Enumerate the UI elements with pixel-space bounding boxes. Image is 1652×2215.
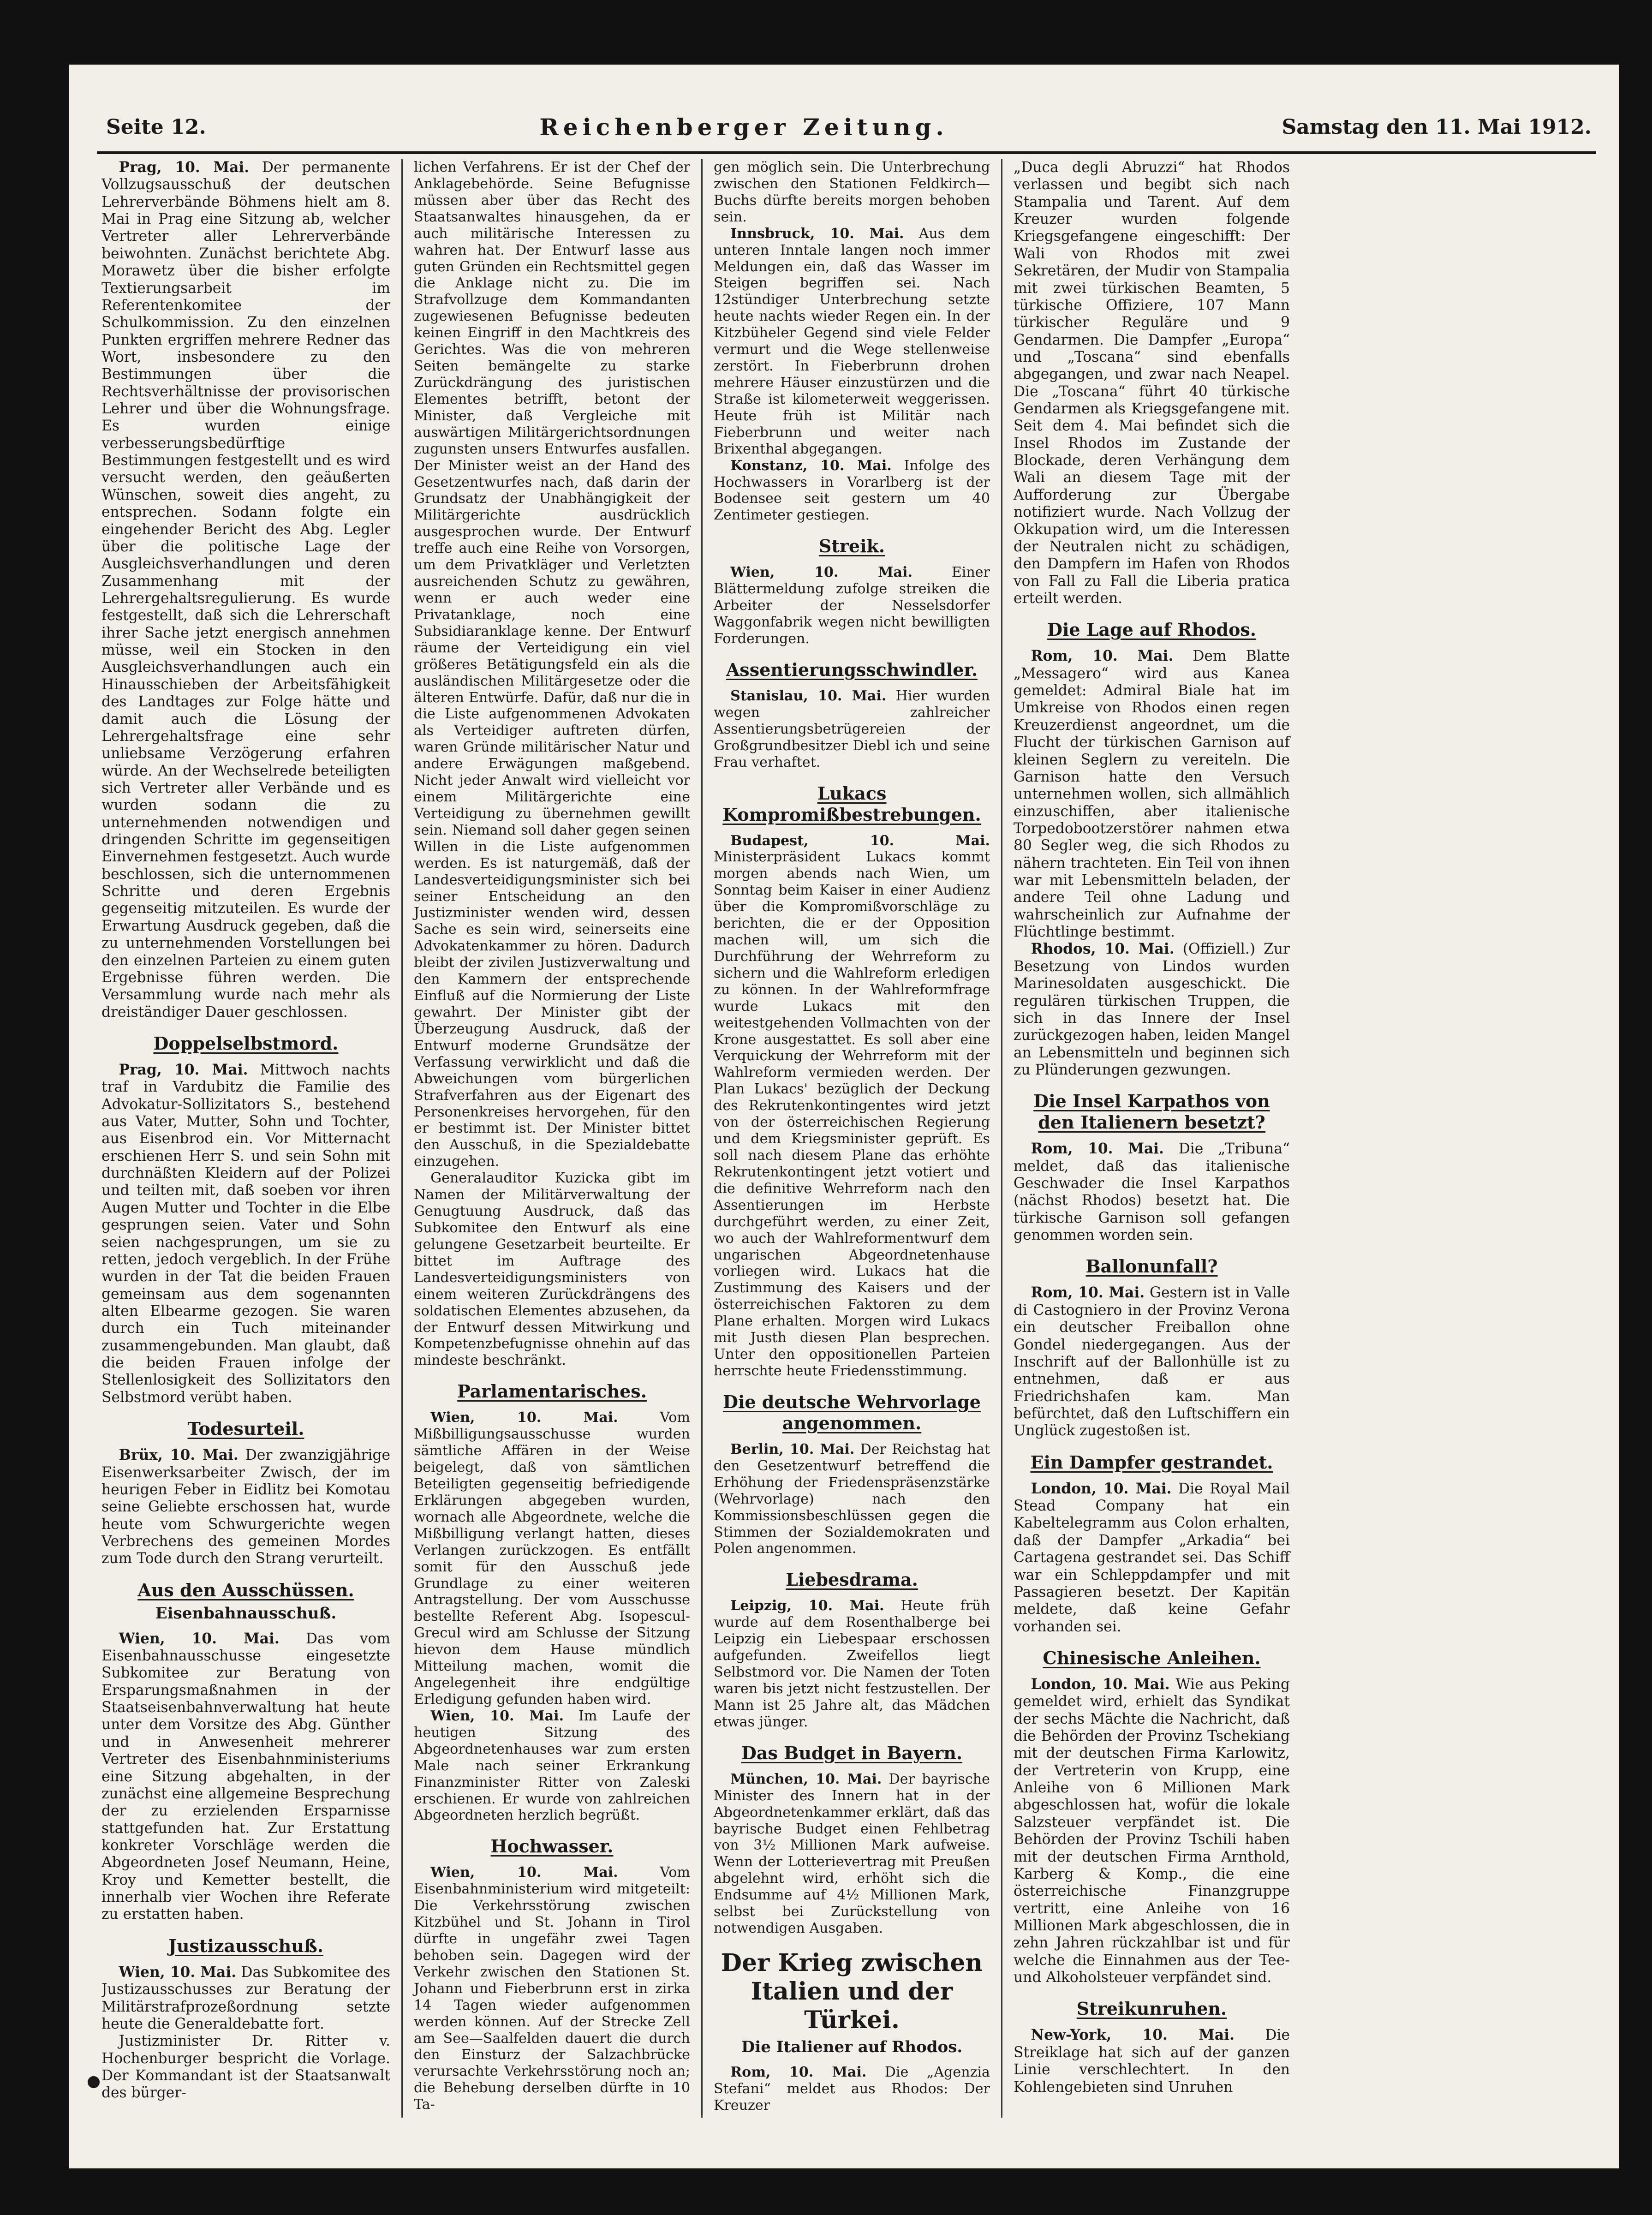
dateline: Rhodos, 10. Mai. [1031, 941, 1175, 958]
paragraph-text: Vom Mißbilligungsausschusse wurden sämtliche Affären in der Weise beigelegt, daß von sämtlichen Beteiligten gegenseitig befriedigende Erklärungen abgegeben wurden, wornach alle Abgeordnete, welche die Mißbilligung verlangt hatten, dieses Verlangen zurückzogen. Es entfällt somit für den Ausschuß jede Grundlage zu einer weiteren Antragstellung. Der vom Ausschusse bestellte Referent Abg. Isopescul-Grecul wird am Schlusse der Sitzung hievon dem Hause mündlich Mitteilung machen, womit die Angelegenheit ihre endgültige Erledigung gefunden haben wird. [414, 1409, 690, 1708]
article-paragraph [1014, 1481, 1290, 1636]
paragraph-text: Die „Tribuna“ meldet, daß das italienische Geschwader die Insel Karpathos (nächst Rhodos) besetzt hat. Die türkische Garnison soll gefangen genommen worden sein. [1014, 1140, 1290, 1244]
section-header [1014, 1256, 1290, 1277]
major-headline [714, 1949, 990, 2057]
article-paragraph [714, 564, 990, 647]
section-header [414, 1381, 690, 1402]
article-paragraph [714, 226, 990, 458]
article-paragraph [101, 1062, 390, 1406]
section-header [714, 536, 990, 557]
article-paragraph [1014, 2027, 1290, 2096]
major-headline-title [714, 1949, 990, 2035]
article-paragraph [414, 159, 690, 1170]
section-heading: Ballonunfall? [1085, 1256, 1218, 1277]
section-heading: Die deutsche Wehrvorlage angenommen. [723, 1391, 981, 1433]
article-paragraph [714, 1771, 990, 1937]
newspaper-title: Reichenberger Zeitung. [539, 113, 948, 141]
dateline: London, 10. Mai. [1031, 1480, 1172, 1497]
article-paragraph [1014, 1676, 1290, 1986]
header-rule [97, 151, 1596, 154]
page-number: Seite 12. [106, 115, 206, 139]
article-paragraph [714, 2064, 990, 2114]
section-header [714, 783, 990, 825]
section-header [1014, 1998, 1290, 2019]
paragraph-text: „Duca degli Abruzzi“ hat Rhodos verlassen und begibt sich nach Stampalia und Tarent. Auf dem Kreuzer wurden folgende Kriegsgefangene eingeschifft: Der Wali von Rhodos mit zwei Sekretären, der Mudir von Stampalia mit zwei türkischen Beamten, 5 türkische Offiziere, 107 Mann türkischer Reguläre und 9 Gendarmen. Die Dampfer „Europa“ und „Toscana“ sind ebenfalls abgegangen, und zwar nach Neapel. Die „Toscana“ führt 40 türkische Gendarmen als Kriegsgefangene mit. Seit dem 4. Mai befindet sich die Insel Rhodos im Zustande der Blockade, deren Verhängung dem Wali an diesem Tage mit der Aufforderung zur Übergabe notifiziert wurde. Nach Vollzug der Okkupation wird, um die Interessen der Neutralen nicht zu schädigen, den Dampfern im Hafen von Rhodos von Fall zu Fall die Liberia pratica erteilt werden. [1014, 159, 1290, 607]
issue-date: Samstag den 11. Mai 1912. [1282, 115, 1592, 139]
section-heading: Doppelselbstmord. [153, 1033, 339, 1054]
article-columns [101, 159, 1601, 2118]
paragraph-text: Generalauditor Kuzicka gibt im Namen der Militärverwaltung der Genugtuung Ausdruck, daß das Subkomitee den Entwurf als eine gelungene Gesetzarbeit beurteilte. Er bittet im Auftrage des Landesverteidigungsministers von einem weiteren Zurückdrängens des soldatischen Elementes abzusehen, da der Entwurf dessen Mitwirkung und Kompetenzbefugnisse ohnehin auf das mindeste beschränkt. [414, 1170, 690, 1369]
paragraph-text: Einer Blättermeldung zufolge streiken die Arbeiter der Nesselsdorfer Waggonfabrik wegen nicht bewilligten Forderungen. [714, 564, 990, 647]
section-heading: Parlamentarisches. [457, 1381, 647, 1402]
section-heading: Die Lage auf Rhodos. [1047, 619, 1257, 640]
article-paragraph [1014, 1284, 1290, 1439]
paragraph-text: lichen Verfahrens. Er ist der Chef der Anklagebehörde. Seine Befugnisse müssen aber über das Recht des Staatsanwaltes hinausgehen, da er auch militärische Interessen zu wahren hat. Der Entwurf lasse aus guten Gründen ein Rechtsmittel gegen die Anklage nicht zu. Die im Strafvollzuge dem Kommandanten zugewiesenen Befugnisse bedeuten keinen Eingriff in den Machtkreis des Gerichtes. Was die von mehreren Seiten bemängelte zu starke Zurückdrängung des juristischen Elementes betrifft, betont der Minister, daß Vergleiche mit auswärtigen Militärgerichtsordnungen zugunsten unsers Entwurfes ausfallen. Der Minister weist an der Hand des Gesetzentwurfes nach, daß darin der Grundsatz der Unabhängigkeit der Militärgerichte ausdrücklich ausgesprochen wurde. Der Entwurf treffe auch eine Reihe von Vorsorgen, um dem Privatkläger und Verletzten ausreichenden Schutz zu gewähren, wenn er auch weder eine Privatanklage, noch eine Subsidiaranklage kenne. Der Entwurf räume der Verteidigung ein viel größeres Betätigungsfeld ein als die ausländischen Militärgesetze oder die älteren Entwürfe. Dafür, daß nur die in die Liste aufgenommenen Advokaten als Verteidiger auftreten dürfen, waren Gründe militärischer Natur und andere Erwägungen maßgebend. Nicht jeder Anwalt wird vielleicht vor einem Militärgerichte eine Verteidigung zu übernehmen gewillt sein. Niemand soll daher gegen seinen Willen in die Liste aufgenommen werden. Es ist naturgemäß, daß der Landesverteidigungsminister sich bei seiner Entscheidung an den Justizminister wenden wird, dessen Sache es sein wird, seinerseits eine Advokatenkammer zu hören. Dadurch bleibt der zivilen Justizverwaltung und den Kammern der entsprechende Einfluß auf die Normierung der Liste gewahrt. Der Minister gibt der Überzeugung Ausdruck, daß der Entwurf moderne Grundsätze der Verfassung verwirklicht und daß die Abweichungen vom bürgerlichen Strafverfahren aus der Eigenart des Personenkreises hervorgehen, für den er bestimmt ist. Der Minister bittet den Ausschuß, in die Spezialdebatte einzugehen. [414, 159, 690, 1170]
headline-line: Der Krieg zwischen [721, 1948, 983, 1977]
paragraph-text: Im Laufe der heutigen Sitzung des Abgeordnetenhauses war zum ersten Male nach seiner Erkrankung Finanzminister Ritter von Zaleski erschienen. Er wurde von zahlreichen Abgeordneten herzlich begrüßt. [414, 1708, 690, 1824]
section-heading: Ein Dampfer gestrandet. [1030, 1451, 1273, 1473]
article-paragraph [101, 1630, 390, 1923]
dateline: Innsbruck, 10. Mai. [730, 225, 904, 242]
paragraph-text: Mittwoch nachts traf in Vardubitz die Familie des Advokatur-Sollizitators S., bestehend aus Vater, Mutter, Sohn und Tochter, aus Eisenbrod ein. Vor Mitternacht erschienen Herr S. und sein Sohn mit durchnäßten Kleidern auf der Polizei und teilten mit, daß soeben vor ihren Augen Mutter und Tochter in die Elbe gesprungen seien. Vater und Sohn seien nachgesprungen, um sie zu retten, jedoch vergeblich. In der Frühe wurden in der Tat die beiden Frauen gemeinsam aus dem sogenannten alten Elbearme gezogen. Sie waren durch ein Tuch miteinander zusammengebunden. Man glaubt, daß die beiden Frauen infolge der Stellenlosigkeit des Sollizitators den Selbstmord verübt haben. [101, 1061, 390, 1406]
section-heading: Liebesdrama. [786, 1569, 918, 1590]
paragraph-text: Hier wurden wegen zahlreicher Assentierungsbetrügereien der Großgrundbesitzer Diebl ich und seine Frau verhaftet. [714, 687, 990, 770]
section-header [714, 1391, 990, 1434]
section-header [101, 1580, 390, 1623]
dateline: Berlin, 10. Mai. [730, 1441, 855, 1457]
column-4 [1001, 159, 1301, 2118]
dateline: Rom, 10. Mai. [730, 2064, 867, 2080]
paragraph-text: Ministerpräsident Lukacs kommt morgen abends nach Wien, um Sonntag beim Kaiser in einer Audienz über die Kompromißvorschläge zu berichten, die er der Opposition machen will, um sich die Durchführung der Wehrreform zu sichern und die Wahlreform erledigen zu können. In der Wahlreformfrage wurde Lukacs mit den weitestgehenden Vollmachten von der Krone ausgestattet. Es soll aber eine Verquickung der Wehrreform mit der Wahlreform vermieden werden. Der Plan Lukacs' bezüglich der Deckung des Rekrutenkontingentes wird jetzt von der österreichischen Regierung und dem Kriegsminister geprüft. Es soll nach diesem Plane das erhöhte Rekrutenkontingent jetzt votiert und die definitive Wehrreform nach den Assentierungen im Herbste durchgeführt werden, zu einer Zeit, wo auch der Wahlreformentwurf dem ungarischen Abgeordnetenhause vorliegen wird. Lukacs hat die Zustimmung des Kaisers und der österreichischen Faktoren zu dem Plane erhalten. Morgen wird Lukacs mit Justh diesen Plan besprechen. Unter den oppositionellen Parteien herrschte heute Friedensstimmung. [714, 849, 990, 1379]
paragraph-text: Aus dem unteren Inntale langen noch immer Meldungen ein, daß das Wasser im Steigen begriffen sei. Nach 12stündiger Unterbrechung setzte heute nachts wieder Regen ein. In der Kitzbüheler Gegend sind viele Felder vermurt und die Wege stellenweise zerstört. In Fieberbrunn drohen mehrere Häuser einzustürzen und die Straße ist kilometerweit weggerissen. Heute früh ist Militär nach Fieberbrunn und weiter nach Brixenthal abgegangen. [714, 225, 990, 457]
paragraph-text: Vom Eisenbahnministerium wird mitgeteilt: Die Verkehrsstörung zwischen Kitzbühel und St. Johann in Tirol dürfte in ungefähr zwei Tagen behoben sein. Dagegen wird der Verkehr zwischen den Stationen St. Johann und Fieberbrunn erst in zirka 14 Tagen wieder aufgenommen werden können. Auf der Strecke Zell am See—Saalfelden dauert die durch den Einsturz der Salzachbrücke verursachte Verkehrsstörung noch an; die Behebung derselben dürfte in 10 Ta- [414, 1864, 690, 2113]
paragraph-text: (Offiziell.) Zur Besetzung von Lindos wurden Marinesoldaten ausgeschickt. Die regulären türkischen Truppen, die sich in das Innere der Insel zurückgezogen haben, leiden Mangel an Lebensmitteln und beginnen sich zu Plünderungen gezwungen. [1014, 941, 1290, 1078]
section-header [414, 1836, 690, 1857]
article-paragraph [414, 1864, 690, 2113]
paragraph-text: Der Reichstag hat den Gesetzentwurf betreffend die Erhöhung der Friedenspräsenzstärke (Wehrvorlage) nach den Kommissionsbeschlüssen gegen die Stimmen der Sozialdemokraten und Polen angenommen. [714, 1441, 990, 1557]
dateline: Rom, 10. Mai. [1031, 648, 1174, 665]
dateline: Prag, 10. Mai. [119, 159, 250, 176]
article-paragraph [714, 159, 990, 226]
section-heading: Die Insel Karpathos von den Italienern besetzt? [1033, 1091, 1270, 1133]
dateline: Budapest, 10. Mai. [730, 832, 990, 849]
section-heading: Aus den Ausschüssen. [137, 1579, 354, 1600]
paragraph-text: Der bayrische Minister des Innern hat in der Abgeordnetenkammer erklärt, daß das bayrische Budget einen Fehlbetrag von 3½ Millionen Mark aufweise. Wenn der Lotterievertrag mit Preußen abgelehnt wird, erhöht sich die Endsumme auf 4½ Millionen Mark, selbst bei Zurückstellung von notwendigen Ausgaben. [714, 1771, 990, 1937]
paragraph-text: Das Subkomitee des Justizausschusses zur Beratung der Militärstrafprozeßordnung setzte heute die Generaldebatte fort. [101, 1964, 390, 2032]
article-paragraph [101, 159, 390, 1021]
section-header [101, 1418, 390, 1439]
section-heading: Das Budget in Bayern. [741, 1742, 963, 1763]
article-paragraph [714, 688, 990, 771]
section-header [1014, 1648, 1290, 1669]
paragraph-text: Infolge des Hochwassers in Vorarlberg ist der Bodensee seit gestern um 40 Zentimeter gestiegen. [714, 457, 990, 524]
article-paragraph [714, 833, 990, 1379]
section-heading: Todesurteil. [187, 1418, 304, 1439]
dateline: Wien, 10. Mai. [430, 1708, 564, 1724]
paragraph-text: Justizminister Dr. Ritter v. Hochenburger bespricht die Vorlage. Der Kommandant ist der Staatsanwalt des bürger- [101, 2033, 390, 2102]
column-3 [701, 159, 1001, 2118]
paragraph-text: Die „Agenzia Stefani“ meldet aus Rhodos: Der Kreuzer [714, 2064, 990, 2114]
section-header [1014, 1091, 1290, 1133]
paragraph-text: Gestern ist in Valle di Castogniero in der Provinz Verona ein deutscher Freiballon ohne Gondel niedergegangen. Aus der Inschrift auf der Ballonhülle ist zu entnehmen, daß er aus Friedrichshafen kam. Man befürchtet, daß den Luftschiffern ein Unglück zugestoßen ist. [1014, 1284, 1290, 1439]
dateline: Wien, 10. Mai. [119, 1964, 237, 1981]
article-paragraph [414, 1170, 690, 1369]
dateline: Rom, 10. Mai. [1031, 1284, 1145, 1302]
paragraph-text: gen möglich sein. Die Unterbrechung zwischen den Stationen Feldkirch—Buchs dürfte bereits morgen behoben sein. [714, 159, 990, 225]
paragraph-text: Dem Blatte „Messagero“ wird aus Kanea gemeldet: Admiral Biale hat im Umkreise von Rhodos einen regen Kreuzerdienst angeordnet, um die Flucht der türkischen Garnison auf kleinen Seglern zu vereiteln. Die Garnison hatte den Versuch unternehmen wollen, sich allmählich einzuschiffen, aber italienische Torpedobootzerstörer nahmen etwa 80 Segler weg, die sich Rhodos zu nähern trachteten. Ein Teil von ihnen war mit Lebensmitteln beladen, der andere Teil ohne Ladung und wahrscheinlich zur Aufnahme der Flüchtlinge bestimmt. [1014, 648, 1290, 941]
section-subheading: Eisenbahnausschuß. [155, 1604, 337, 1623]
column-2 [401, 159, 701, 2118]
article-paragraph [1014, 1140, 1290, 1244]
section-heading: Justizausschuß. [168, 1935, 324, 1956]
paragraph-text: Der zwanzigjährige Eisenwerksarbeiter Zwisch, der im heurigen Feber in Eidlitz bei Komotau seine Geliebte erschossen hat, wurde heute vom Schwurgerichte wegen Verbrechens des gemeinen Mordes zum Tode durch den Strang verurteilt. [101, 1447, 390, 1567]
section-header [1014, 1452, 1290, 1473]
dateline: Prag, 10. Mai. [119, 1061, 248, 1078]
section-header [714, 1569, 990, 1590]
paragraph-text: Wie aus Peking gemeldet wird, erhielt das Syndikat der sechs Mächte die Nachricht, daß die Behörden der Provinz Tschekiang mit der deutschen Firma Karlowitz, der Vertreterin von Krupp, eine Anleihe von 6 Millionen Mark abgeschlossen hat, wofür die lokale Salzsteuer verpfändet ist. Die Behörden der Provinz Tschili haben mit der deutschen Firma Arnthold, Karberg & Komp., die eine österreichische Finanzgruppe vertritt, eine Anleihe von 16 Millionen Mark abgeschlossen, die in zehn Jahren rückzahlbar ist und für welche die Einnahmen aus der Tee- und Alkoholsteuer verpfändet sind. [1014, 1676, 1290, 1986]
dateline: Leipzig, 10. Mai. [730, 1598, 884, 1614]
dateline: New-York, 10. Mai. [1031, 2027, 1235, 2044]
column-1 [101, 159, 401, 2118]
article-paragraph [414, 1409, 690, 1708]
dateline: Stanislau, 10. Mai. [730, 687, 887, 704]
dateline: Rom, 10. Mai. [1031, 1140, 1164, 1158]
dateline: Wien, 10. Mai. [430, 1864, 618, 1881]
article-paragraph [714, 1441, 990, 1557]
section-heading: Assentierungsschwindler. [726, 659, 978, 680]
dateline: München, 10. Mai. [730, 1771, 882, 1787]
section-subheading: Die Italiener auf Rhodos. [741, 2037, 963, 2056]
dateline: Wien, 10. Mai. [730, 564, 912, 581]
section-header [714, 1743, 990, 1764]
paragraph-text: Das vom Eisenbahnausschusse eingesetzte Subkomitee zur Beratung von Ersparungsmaßnahmen in der Staatseisenbahnverwaltung hat heute unter dem Vorsitze des Abg. Günther und in Anwesenheit mehrerer Vertreter des Eisenbahnministeriums eine Sitzung abgehalten, in der zunächst eine allgemeine Besprechung der zu erzielenden Ersparnisse stattgefunden hat. Zur Erstattung konkreter Vorschläge werden die Abgeordneten Josef Neumann, Heine, Kroy und Kemetter bestellt, die innerhalb vier Wochen ihre Referate zu erstatten haben. [101, 1630, 391, 1923]
paragraph-text: Heute früh wurde auf dem Rosenthalberge bei Leipzig ein Liebespaar erschossen aufgefunden. Zweifellos liegt Selbstmord vor. Die Namen der Toten waren bis jetzt nicht festzustellen. Der Mann ist 25 Jahre alt, das Mädchen etwas jünger. [714, 1598, 990, 1730]
article-paragraph [101, 1447, 390, 1568]
section-heading: Hochwasser. [490, 1836, 614, 1857]
dateline: Wien, 10. Mai. [119, 1630, 280, 1647]
punch-hole-mark [88, 2076, 100, 2088]
article-paragraph [1014, 648, 1290, 941]
section-header [1014, 619, 1290, 640]
paragraph-text: Die Royal Mail Stead Company hat ein Kabeltelegramm aus Colon erhalten, daß der Dampfer „Arkadia“ bei Cartagena gestrandet sei. Das Schiff war ein Schleppdampfer und mit Passagieren besetzt. Der Kapitän meldete, daß keine Gefahr vorhanden sei. [1014, 1480, 1290, 1635]
article-paragraph [714, 1598, 990, 1730]
article-paragraph [414, 1708, 690, 1824]
dateline: Wien, 10. Mai. [430, 1409, 618, 1426]
article-paragraph [101, 2033, 390, 2102]
dateline: Konstanz, 10. Mai. [730, 457, 892, 474]
newspaper-page [69, 65, 1619, 2168]
section-header [714, 659, 990, 681]
section-heading: Streik. [818, 536, 885, 557]
dateline: Brüx, 10. Mai. [119, 1447, 239, 1464]
article-paragraph [1014, 159, 1290, 607]
article-paragraph [714, 458, 990, 524]
headline-line: Italien und der Türkei. [751, 1977, 953, 2034]
masthead [106, 106, 1592, 148]
section-header [101, 1033, 390, 1054]
section-header [101, 1935, 390, 1957]
section-heading: Chinesische Anleihen. [1043, 1647, 1261, 1668]
section-heading: Lukacs Kompromißbestrebungen. [722, 782, 981, 825]
article-paragraph [1014, 941, 1290, 1079]
section-heading: Streikunruhen. [1076, 1998, 1227, 2019]
article-paragraph [101, 1964, 390, 2033]
dateline: London, 10. Mai. [1031, 1676, 1170, 1693]
paragraph-text: Der permanente Vollzugsausschuß der deutschen Lehrerverbände Böhmens hielt am 8. Mai in Prag eine Sitzung ab, welcher Vertreter aller Lehrerverbände beiwohnten. Zunächst berichtete Abg. Morawetz über die bisher erfolgte Textierungsarbeit im Referentenkomitee der Schulkommission. Zu den einzelnen Punkten ergriffen mehrere Redner das Wort, insbesondere zu den Bestimmungen über die Rechtsverhältnisse der provisorischen Lehrer und über die Wohnungsfrage. Es wurden einige verbesserungsbedürftige Bestimmungen festgestellt und es wird versucht werden, den geäußerten Wünschen, soweit dies angeht, zu entsprechen. Sodann folgte ein eingehender Bericht des Abg. Legler über die politische Lage der Ausgleichsverhandlungen und deren Zusammenhang mit der Lehrergehaltsregulierung. Es wurde festgestellt, daß sich die Lehrerschaft ihrer Sache jetzt energisch annehmen müsse, weil ein Stocken in den Ausgleichsverhandlungen auch ein Hinausschieben der Arbeitsfähigkeit des Landtages zur Folge hätte und damit auch die Lösung der Lehrergehaltsfrage eine sehr unliebsame Verzögerung erfahren würde. An der Wechselrede beteiligten sich Vertreter aller Verbände und es wurden sodann die zu unternehmenden notwendigen und dringenden Schritte im gegenseitigen Einvernehmen festgesetzt. Auch wurde beschlossen, sich die unternommenen Schritte und deren Ergebnis gegenseitig mitzuteilen. Es wurde der Erwartung Ausdruck gegeben, daß die zu unternehmenden Vorstellungen bei den einzelnen Parteien zu einem guten Ergebnisse führen werden. Die Versammlung wurde nach mehr als dreiständiger Dauer geschlossen. [101, 159, 391, 1021]
paragraph-text: Die Streiklage hat sich auf der ganzen Linie verschlechtert. In den Kohlengebieten sind Unruhen [1014, 2027, 1290, 2096]
